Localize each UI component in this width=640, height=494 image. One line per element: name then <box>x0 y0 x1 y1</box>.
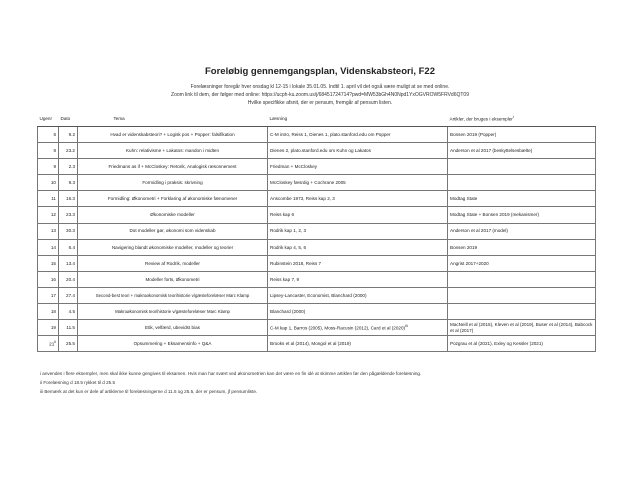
footnote: ii Forelæsning d 18.5 rykket til d 25.5 <box>40 380 116 385</box>
reading-cell <box>268 223 448 239</box>
week-number-cell <box>38 175 59 191</box>
articles-cell: Anderson et al 2017 (model) <box>448 223 596 239</box>
week-number: 15 <box>50 260 56 266</box>
week-number-cell <box>38 287 59 303</box>
table-row <box>38 287 596 303</box>
header-week: Ugenr <box>38 111 59 127</box>
articles-cell <box>448 175 596 191</box>
week-footnote-marker: ii <box>54 340 56 345</box>
table-row <box>38 304 596 320</box>
topic-cell: Formidling: Økonometri + Forklaring af økonomiske fænomener <box>78 191 268 207</box>
header-articles <box>448 111 596 127</box>
reading-text: Dienes 2, plato.stanford.edu om Kuhn og Lakatos <box>270 147 371 153</box>
week-number-cell <box>38 159 59 175</box>
articles-cell <box>448 159 596 175</box>
reading-text: C-M kap 1, Barros (2005), Moss-Racusin (2012), Card et al (2020) <box>270 325 406 331</box>
page-title: Foreløbig gennemgangsplan, Videnskabsteori, F22 <box>205 66 435 77</box>
reading-cell <box>268 336 448 352</box>
header-articles-footnote-marker: i <box>512 115 514 120</box>
week-number-cell <box>38 223 59 239</box>
articles-cell <box>448 304 596 320</box>
date-cell: 27.4 <box>59 287 78 303</box>
date-cell: 23.2 <box>59 143 78 159</box>
reading-text: Rodrik kap 1, 2, 3 <box>270 228 307 234</box>
topic-cell: Dot modeller gør, økonomi som videnskab <box>78 223 268 239</box>
week-number-cell <box>38 207 59 223</box>
table-row <box>38 255 596 271</box>
articles-cell <box>448 287 596 303</box>
week-number: 8 <box>53 147 56 153</box>
topic-cell: Opsummering + Eksamensinfo + Q&A <box>78 336 268 352</box>
footnote: i anvendes i flere eksempler, men skal ikke kunne gengives til eksamen. Hvis man har svært ved økonometrien kan det være en fin idé at skimme artiklen før den pågældende forelæsning. <box>40 371 422 376</box>
reading-cell <box>268 175 448 191</box>
table-header-row <box>38 111 596 127</box>
header-topic <box>78 111 268 127</box>
header-reading: Læsning <box>268 111 448 127</box>
week-number: 21 <box>49 341 55 347</box>
date-cell: 25.5 <box>59 336 78 352</box>
date-cell: 4.5 <box>59 304 78 320</box>
reading-cell <box>268 255 448 271</box>
reading-cell <box>268 207 448 223</box>
reading-cell <box>268 191 448 207</box>
week-number-cell <box>38 239 59 255</box>
reading-text: Rodrik kap 4, 5, 6 <box>270 244 307 250</box>
week-number: 19 <box>50 324 56 330</box>
reading-text: Brooks et al (2014), Mongol et al (2019) <box>270 341 351 347</box>
topic-cell: Navigering blandt økonomiske modeller, modeller og teorier <box>78 239 268 255</box>
reading-cell <box>268 287 448 303</box>
table-row <box>38 159 596 175</box>
topic-cell: Kuhn: relativisme + Lakatos: mandon i midten <box>78 143 268 159</box>
topic-cell: Review af Rodrik, modeller <box>78 255 268 271</box>
date-cell: 16.3 <box>59 191 78 207</box>
date-cell: 6.4 <box>59 239 78 255</box>
date-cell: 30.3 <box>59 223 78 239</box>
reading-text: Friedman + McCloskey <box>270 164 318 170</box>
table-row <box>38 143 596 159</box>
reading-footnote-marker: iii <box>405 324 408 329</box>
week-number-cell <box>38 255 59 271</box>
header-date: Dato <box>59 111 78 127</box>
date-cell: 13.4 <box>59 255 78 271</box>
reading-cell <box>268 143 448 159</box>
reading-cell <box>268 239 448 255</box>
topic-cell: Makroøkonomisk teorihistorie v/gæsteforelæser Marc Klamp <box>78 304 268 320</box>
table-row <box>38 191 596 207</box>
week-number: 10 <box>50 180 56 186</box>
articles-cell: Bonsen 2019 <box>448 239 596 255</box>
reading-cell <box>268 127 448 143</box>
reading-text: Lipsey-Lancaster, Economist, Blanchard (2000) <box>270 292 367 298</box>
intro-line: Hvilke specifikke afsnit, der er pensum, fremgår af pensum listen. <box>247 99 393 106</box>
schedule-table <box>37 111 596 352</box>
table-row <box>38 336 596 352</box>
table-row <box>38 127 596 143</box>
reading-text: C-M intro, Reiss 1, Dienes 1, plato.stanford.edu om Popper <box>270 131 391 137</box>
header-articles-label: Artikler, der bruges i eksempler <box>449 116 513 122</box>
reading-cell <box>268 320 448 336</box>
date-cell: 11.5 <box>59 320 78 336</box>
intro-line-zoom-link[interactable]: Zoom link til dem, der følger med online: https://ucph-ku.zoom.us/j/68451724714?pwd=MW53bGh4N0Npd1YxOGVROW5FRVd6QT09 <box>171 91 469 98</box>
table-row <box>38 271 596 287</box>
articles-cell: Modtag State + Bonsen 2019 (mekanismer) <box>448 207 596 223</box>
reading-text: Anscombe 1973, Reiss kap 2, 3 <box>270 196 335 202</box>
week-number-cell <box>38 271 59 287</box>
articles-cell: MacNeill et al (2015), Kleven et al (2019), Buser et al (2014), Babcock et al (2017) <box>448 320 596 336</box>
reading-text: Blanchard (2000) <box>270 308 306 314</box>
date-cell: 20.4 <box>59 271 78 287</box>
table-row <box>38 207 596 223</box>
topic-cell: Second-best teori + makroøkonomisk teorihistorie v/gæsteforelæser Marc Klamp <box>78 287 268 303</box>
week-number: 13 <box>50 228 56 234</box>
articles-cell: Anderson et al 2017 (beskyttelsesbælte) <box>448 143 596 159</box>
articles-cell: Pozgrau et al (2021), Exley og Kessler (2021) <box>448 336 596 352</box>
footnote: iii Bemærk at det kun er dele af artiklerne til forelæsningerne d 11.5 og 25.5, der er pensum, jf pensumliste. <box>40 389 258 394</box>
week-number-cell <box>38 127 59 143</box>
table-row <box>38 320 596 336</box>
reading-cell <box>268 271 448 287</box>
week-number-cell <box>38 320 59 336</box>
table-row <box>38 223 596 239</box>
topic-cell: Hvad er videnskabsteori? + Logisk pos + Popper: falsifikation <box>78 127 268 143</box>
reading-cell <box>268 159 448 175</box>
intro-text <box>40 84 600 107</box>
week-number: 14 <box>50 244 56 250</box>
table-row <box>38 239 596 255</box>
articles-cell: Bonsen 2019 (Popper) <box>448 127 596 143</box>
week-number: 11 <box>51 196 56 202</box>
date-cell: 23.3 <box>59 207 78 223</box>
week-number: 16 <box>50 276 56 282</box>
intro-line: Forelæsninger foregår hver onsdag kl 12-15 i lokale 35.01.05. Indtil 1. april vil det også være muligt at se med online. <box>190 84 450 90</box>
topic-cell: Etik, velfærd, ubevidst bias <box>78 320 268 336</box>
reading-text: Reiss kap 6 <box>270 212 295 218</box>
week-number-cell <box>38 143 59 159</box>
topic-cell: Friedmans as if + McCloskey: Retorik, Analogisk ræsonnement <box>78 159 268 175</box>
week-number: 17 <box>50 292 56 298</box>
week-number-cell <box>38 304 59 320</box>
articles-cell <box>448 271 596 287</box>
date-cell: 9.2 <box>59 127 78 143</box>
week-number: 18 <box>50 308 56 314</box>
articles-cell: Modtag State <box>448 191 596 207</box>
week-number-cell <box>38 336 59 352</box>
topic-cell: Økonomiske modeller <box>78 207 268 223</box>
week-number-cell <box>38 191 59 207</box>
topic-cell: Formidling i praksis: skrivning <box>78 175 268 191</box>
reading-text: Rubinstein 2018, Reiss 7 <box>270 260 322 266</box>
date-cell: 9.3 <box>59 175 78 191</box>
date-cell: 2.3 <box>59 159 78 175</box>
week-number: 12 <box>50 212 56 218</box>
articles-cell: Angrist 2017+2020 <box>448 255 596 271</box>
reading-cell <box>268 304 448 320</box>
reading-text: McCloskey fæsrdig + Cochrane 2005 <box>270 180 346 186</box>
table-row <box>38 175 596 191</box>
reading-text: Reiss kap 7, 9 <box>270 276 300 282</box>
topic-cell: Modeller forts, Økonometri <box>78 271 268 287</box>
week-number: 9 <box>53 164 56 170</box>
week-number: 6 <box>53 131 56 137</box>
header-topic-label: Tema <box>113 116 125 121</box>
footnotes <box>40 369 600 396</box>
